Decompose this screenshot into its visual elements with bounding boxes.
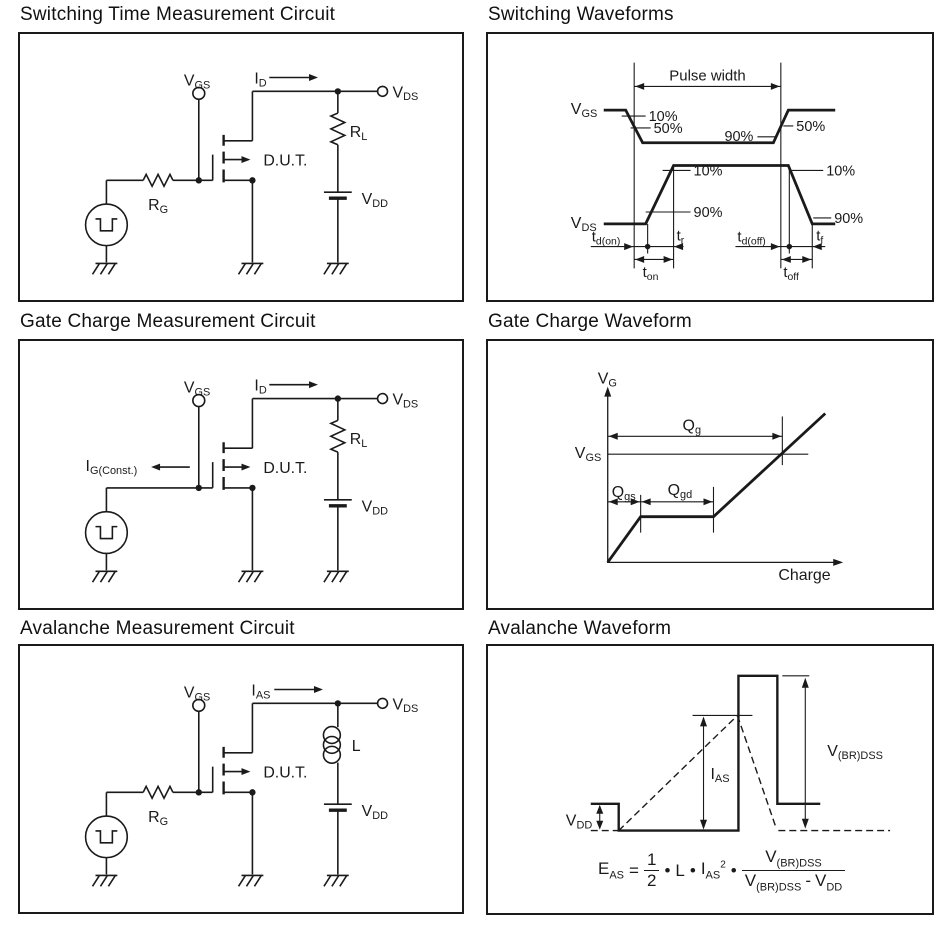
vg-axis-label: VG (597, 370, 617, 390)
id-label: ID (254, 70, 267, 90)
ground-icon (239, 571, 264, 582)
switching-waveforms-plot (488, 34, 932, 300)
ground-icon (239, 875, 264, 886)
dim-arrow-right-icon (664, 256, 673, 263)
dut-label: D.U.T. (263, 764, 308, 782)
panel-avalanche-circuit (18, 644, 464, 914)
ground-icon (324, 875, 349, 886)
rg-label: RG (148, 809, 169, 828)
inductor-l-icon (323, 727, 340, 764)
pct90-label: 90% (693, 204, 723, 221)
timing-arrow-icon (771, 243, 780, 250)
dot-operator: • (689, 860, 696, 880)
title-switching-circuit: Switching Time Measurement Circuit (20, 4, 336, 25)
qg-label: Qg (682, 417, 702, 437)
switching-circuit-schematic (20, 34, 462, 300)
l-label: L (351, 737, 361, 755)
ground-icon (324, 263, 349, 274)
panel-gate-charge-circuit (18, 339, 464, 610)
equals-sign: = (629, 860, 639, 880)
battery-vdd-icon (324, 500, 352, 506)
vdd-label: VDD (361, 498, 389, 518)
junction-dot (196, 789, 202, 795)
pct90-label: 90% (834, 210, 864, 227)
dim-arrow-right-icon (771, 83, 780, 90)
vds-axis-label: VDS (570, 214, 597, 234)
vds-label: VDS (392, 696, 419, 716)
battery-vdd-icon (324, 192, 352, 198)
vds-label: VDS (392, 84, 419, 104)
resistor-rl-icon (331, 420, 345, 452)
td-on-label: $t_{d(on)}$ (591, 229, 621, 248)
title-avalanche-waveform: Avalanche Waveform (488, 618, 672, 639)
avalanche-energy-formula (598, 847, 845, 894)
mosfet-terminals (224, 753, 253, 793)
tf-label: $t_f$ (816, 228, 824, 247)
td-off-label: $t_{d(off)}$ (737, 229, 766, 248)
id-arrow-icon (309, 74, 318, 81)
ground-icon (93, 875, 118, 886)
mosfet-gate (199, 155, 213, 181)
vdd-label: VDD (361, 191, 389, 211)
ias-label: IAS (251, 682, 271, 702)
qgs-label: Qgs (611, 483, 636, 503)
dim-arrow-right-icon (772, 433, 781, 440)
eas-term: $E_{AS}$ (598, 859, 625, 882)
dim-arrow-up-icon (700, 716, 707, 726)
junction-dot (249, 177, 255, 183)
dut-label: D.U.T. (263, 152, 308, 170)
ias-level-label: IAS (710, 766, 730, 785)
junction-dot (196, 177, 202, 183)
axis-arrow-right-icon (833, 559, 843, 566)
tr-label: $t_r$ (676, 228, 685, 247)
avalanche-circuit-schematic (20, 646, 462, 912)
junction-dot (335, 700, 341, 706)
ton-label: $t_{on}$ (642, 265, 659, 284)
title-gate-charge-circuit: Gate Charge Measurement Circuit (20, 311, 316, 332)
resistor-rg-icon (143, 786, 173, 798)
rg-label: RG (148, 197, 169, 216)
inductor-loop (323, 736, 340, 753)
ias-squared-term: $I_{AS}^2$ (700, 859, 726, 882)
dim-arrow-left-icon (635, 256, 644, 263)
axes (608, 390, 837, 563)
junction-dot (335, 88, 341, 94)
pct50-label: 50% (653, 120, 683, 137)
dim-arrow-up-icon (802, 678, 809, 688)
mosfet-symbol (199, 442, 253, 490)
circuit-wires (106, 399, 377, 571)
panel-switching-circuit (18, 32, 464, 302)
ground-icon (93, 571, 118, 582)
vgs-level-label: VGS (574, 445, 602, 465)
vds-terminal (378, 698, 388, 708)
vgs-label: VGS (183, 72, 211, 92)
timing-arrow-icon (624, 243, 633, 250)
one-half-fraction: $\frac{1}{2}$ (644, 850, 659, 890)
mosfet-symbol (199, 135, 253, 182)
rl-label: RL (349, 431, 368, 451)
pct10-label: 10% (693, 163, 723, 180)
pct10-label: 10% (648, 109, 678, 126)
vds-avalanche-trace (591, 676, 820, 831)
junction-dot (196, 485, 202, 491)
inductor-loop (323, 727, 340, 744)
timing-dot (787, 244, 793, 250)
pct90-label: 90% (724, 128, 754, 145)
qgd-label: Qgd (667, 481, 693, 501)
title-gate-charge-waveform: Gate Charge Waveform (488, 311, 692, 332)
dim-arrow-down-icon (700, 820, 707, 830)
title-switching-waveforms: Switching Waveforms (488, 4, 674, 25)
vds-terminal (378, 394, 388, 404)
panel-avalanche-waveform (486, 644, 934, 915)
id-label: ID (254, 377, 267, 397)
pulse-glyph (95, 219, 117, 231)
mosfet-terminals (224, 141, 253, 181)
battery-vdd-icon (324, 804, 352, 810)
ias-arrow-icon (314, 686, 323, 693)
dot-operator: • (730, 860, 737, 880)
resistor-rg-icon (143, 174, 173, 186)
pulse-source-icon (86, 512, 128, 554)
pulse-glyph (95, 527, 117, 539)
pulse-width-label: Pulse width (669, 68, 746, 85)
toff-label: $t_{off}$ (783, 265, 799, 284)
pct50-label: 50% (796, 118, 826, 135)
gate-charge-waveform-plot (488, 341, 932, 608)
dim-arrow-right-icon (704, 498, 713, 505)
mosfet-symbol (199, 747, 253, 794)
mosfet-body-arrow-icon (241, 768, 250, 775)
mosfet-gate (199, 767, 213, 793)
pulse-source-circle (86, 512, 128, 554)
dim-arrow-left-icon (635, 83, 644, 90)
mosfet-body-arrow-icon (241, 156, 250, 163)
vgs-axis-label: VGS (570, 101, 598, 121)
pulse-source-circle (86, 816, 128, 858)
pulse-source-icon (86, 816, 128, 858)
mosfet-body-arrow-icon (241, 464, 250, 471)
title-avalanche-circuit: Avalanche Measurement Circuit (20, 618, 295, 639)
panel-gate-charge-waveform (486, 339, 934, 610)
junction-dot (335, 395, 341, 401)
dim-arrow-up-icon (596, 805, 603, 814)
vdd-level-label: VDD (565, 812, 593, 832)
dot-operator: • (664, 860, 671, 880)
dim-arrow-left-icon (782, 256, 791, 263)
timing-dot (645, 244, 651, 250)
pulse-glyph (95, 831, 117, 843)
dut-label: D.U.T. (263, 460, 308, 478)
dim-arrow-left-icon (609, 433, 618, 440)
pct10-label: 10% (826, 163, 856, 180)
mosfet-gate (199, 462, 213, 488)
dim-arrow-left-icon (642, 498, 651, 505)
vds-label: VDS (392, 391, 419, 411)
ground-icon (324, 571, 349, 582)
voltage-ratio-fraction: $\frac{V_{(BR)DSS}}{V_{(BR)DSS} - V_{DD}}$ (742, 847, 845, 894)
l-term: L (675, 860, 685, 880)
inductor-loop (323, 746, 340, 763)
charge-axis-label: Charge (778, 567, 831, 585)
vgs-label: VGS (183, 684, 211, 704)
gate-charge-circuit-schematic (20, 341, 462, 608)
resistor-rl-icon (331, 113, 345, 145)
ig-const-label: IG(Const.) (85, 458, 138, 478)
dim-arrow-down-icon (802, 819, 809, 829)
dim-arrow-down-icon (596, 821, 603, 830)
ig-arrow-icon (151, 464, 160, 471)
vbrdss-level-label: V(BR)DSS (827, 743, 883, 763)
pulse-source-circle (86, 204, 128, 246)
ground-icon (239, 263, 264, 274)
vds-terminal (378, 86, 388, 96)
ias-current-ramp-dashed (591, 715, 890, 830)
junction-dot (249, 789, 255, 795)
vgs-label: VGS (183, 379, 211, 399)
mosfet-terminals (224, 448, 253, 488)
id-arrow-icon (309, 381, 318, 388)
rl-label: RL (349, 123, 368, 143)
panel-switching-waveforms (486, 32, 934, 302)
dim-arrow-right-icon (802, 256, 811, 263)
pulse-source-icon (86, 204, 128, 246)
ground-icon (93, 263, 118, 274)
vdd-label: VDD (361, 803, 389, 823)
junction-dot (249, 485, 255, 491)
